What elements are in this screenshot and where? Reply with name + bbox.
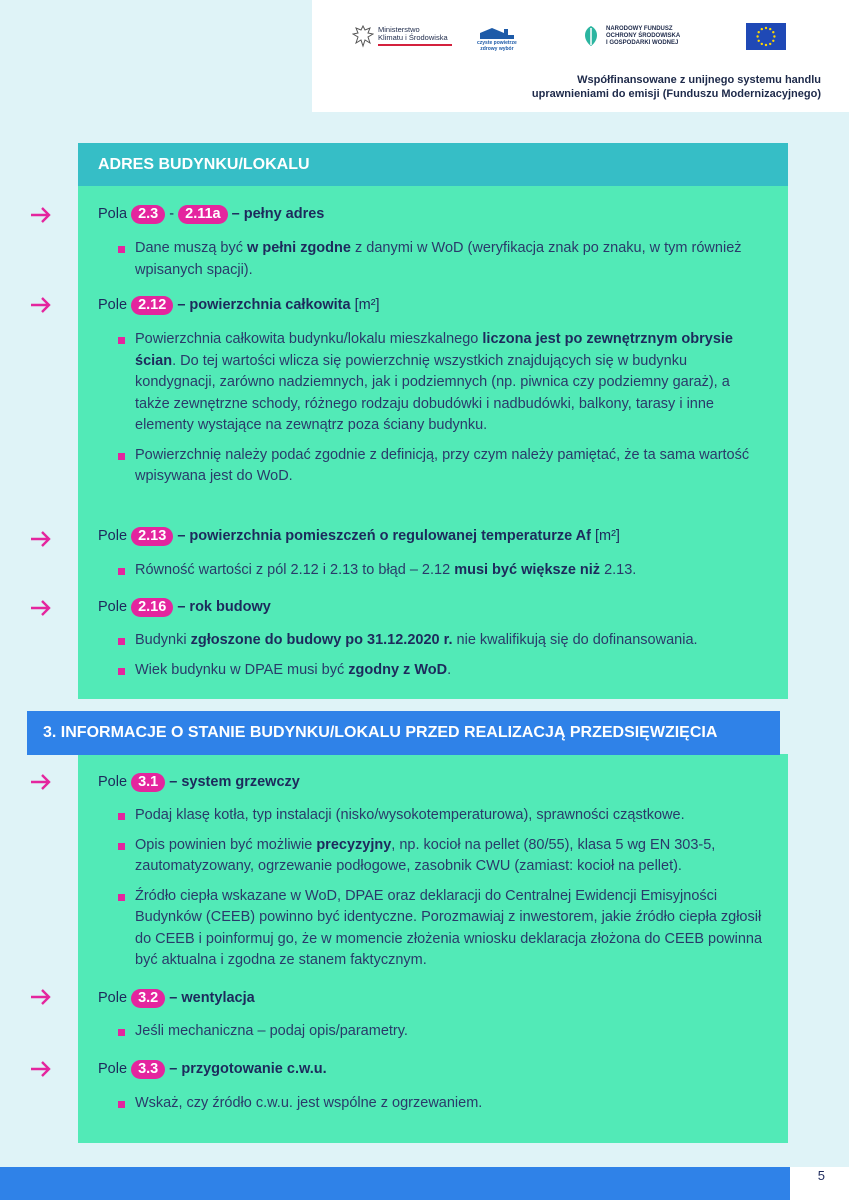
arrow-right-icon (30, 599, 52, 617)
list-item: Powierzchnię należy podać zgodnie z definicją, przy czym należy pamiętać, że ta sama wartość wpisywana jest do WoD. (116, 445, 766, 488)
field-2-16-bullets (116, 630, 766, 689)
house-icon (478, 26, 516, 40)
arrow-right-icon (30, 296, 52, 314)
clean-air-line2: zdrowy wybór (480, 46, 514, 52)
field-2-3-bullets (116, 238, 766, 289)
cofinancing-line1: Współfinansowane z unijnego systemu handlu (577, 74, 821, 86)
field-unit: [m²] (594, 528, 620, 544)
building-state-section-title: 3. INFORMACJE O STANIE BUDYNKU/LOKALU PRZED REALIZACJĄ PRZEDSIĘWZIĘCIA (27, 711, 780, 755)
field-3-1-heading (98, 772, 300, 792)
field-separator: - (169, 206, 175, 222)
field-description: – powierzchnia pomieszczeń o regulowanej temperaturze Af (177, 528, 591, 544)
field-description: – pełny adres (231, 206, 325, 222)
arrow-right-icon (30, 530, 52, 548)
field-2-16-heading (98, 597, 271, 617)
field-code-badge: 2.13 (131, 527, 173, 546)
field-prefix: Pole (98, 599, 128, 615)
field-description: – system grzewczy (169, 774, 300, 790)
page-number: 5 (790, 1167, 849, 1200)
nfosigw-logo (580, 24, 680, 48)
address-section-title: ADRES BUDYNKU/LOKALU (78, 143, 788, 186)
clean-air-line1: czyste powietrze (477, 40, 517, 46)
ministry-line2: Klimatu i Środowiska (378, 33, 448, 42)
field-code-badge: 2.3 (131, 205, 165, 224)
list-item: Jeśli mechaniczna – podaj opis/parametry. (116, 1021, 766, 1043)
field-3-3-heading (98, 1059, 327, 1079)
field-description: – wentylacja (169, 990, 255, 1006)
field-2-3-heading (98, 204, 324, 224)
field-prefix: Pole (98, 1061, 128, 1077)
field-description: – rok budowy (177, 599, 271, 615)
field-prefix: Pole (98, 297, 128, 313)
nf-line2: OCHRONY ŚRODOWISKA (606, 32, 681, 39)
ministry-logo (352, 24, 452, 48)
nf-line3: I GOSPODARKI WODNEJ (606, 39, 679, 46)
list-item: Wskaż, czy źródło c.w.u. jest wspólne z ogrzewaniem. (116, 1093, 766, 1115)
list-item: Budynki zgłoszone do budowy po 31.12.2020 r. nie kwalifikują się do dofinansowania. (116, 630, 766, 652)
list-item: Powierzchnia całkowita budynku/lokalu mieszkalnego liczona jest po zewnętrznym obrysie ścian. Do tej wartości wlicza się powierzchnię wszystkich znajdujących się w budynku kondygnacji, zarówno nadziemnych, jak i podziemnych (np. piwnica czy podziemny garaż), a także zewnętrzne schody, różnego rodzaju dobudówki i nadbudówki, balkony, tarasy i inne elementy wystające na zewnątrz poza ściany budynku. (116, 329, 766, 437)
eu-flag-icon (746, 23, 786, 50)
field-prefix: Pole (98, 990, 128, 1006)
field-description: – powierzchnia całkowita (177, 297, 351, 313)
field-code-badge: 2.16 (131, 598, 173, 617)
clean-air-logo (477, 26, 517, 52)
ministry-divider (378, 44, 452, 46)
arrow-right-icon (30, 988, 52, 1006)
field-3-3-bullets (116, 1093, 766, 1123)
field-3-2-bullets (116, 1021, 766, 1051)
field-3-2-heading (98, 988, 255, 1008)
list-item: Podaj klasę kotła, typ instalacji (nisko/wysokotemperaturowa), sprawności cząstkowe. (116, 805, 766, 827)
cofinancing-note (532, 73, 821, 101)
field-code-badge: 2.11a (178, 205, 228, 224)
list-item: Wiek budynku w DPAE musi być zgodny z WoD. (116, 660, 766, 682)
field-prefix: Pole (98, 774, 128, 790)
cofinancing-line2: uprawnieniami do emisji (Funduszu Modernizacyjnego) (531, 88, 821, 100)
list-item: Opis powinien być możliwie precyzyjny, np. kocioł na pellet (80/55), klasa 5 wg EN 303-5, zautomatyzowany, ogrzewanie podłogowe, zasobnik CWU (zamiast: kocioł na pellet). (116, 835, 766, 878)
arrow-right-icon (30, 773, 52, 791)
arrow-right-icon (30, 1060, 52, 1078)
list-item: Źródło ciepła wskazane w WoD, DPAE oraz deklaracji do Centralnej Ewidencji Emisyjności Budynków (CEEB) powinno być identyczne. Porozmawiaj z inwestorem, jakie źródło ciepła zgłosił do CEEB i poinformuj go, że w momencie złożenia wniosku deklaracja złożona do CEEB powinna być aktualna i zgodna ze stanem faktycznym. (116, 886, 766, 972)
nf-line1: NARODOWY FUNDUSZ (606, 25, 673, 32)
eagle-icon (352, 24, 374, 48)
field-code-badge: 3.3 (131, 1060, 165, 1079)
field-unit: [m²] (354, 297, 380, 313)
field-code-badge: 2.12 (131, 296, 173, 315)
list-item: Dane muszą być w pełni zgodne z danymi w WoD (weryfikacja znak po znaku, w tym również wpisanych spacji). (116, 238, 766, 281)
field-prefix: Pola (98, 206, 128, 222)
arrow-right-icon (30, 206, 52, 224)
leaf-icon (580, 24, 602, 48)
field-2-13-heading (98, 526, 620, 546)
list-item: Równość wartości z pól 2.12 i 2.13 to błąd – 2.12 musi być większe niż 2.13. (116, 560, 766, 582)
ministry-line1: Ministerstwo (378, 25, 420, 34)
field-3-1-bullets (116, 805, 766, 980)
field-code-badge: 3.2 (131, 989, 165, 1008)
header-logos (312, 0, 849, 112)
field-2-12-heading (98, 295, 380, 315)
field-description: – przygotowanie c.w.u. (169, 1061, 327, 1077)
field-2-13-bullets (116, 560, 766, 590)
field-code-badge: 3.1 (131, 773, 165, 792)
field-prefix: Pole (98, 528, 128, 544)
field-2-12-bullets (116, 329, 766, 496)
footer-bar (0, 1167, 790, 1200)
